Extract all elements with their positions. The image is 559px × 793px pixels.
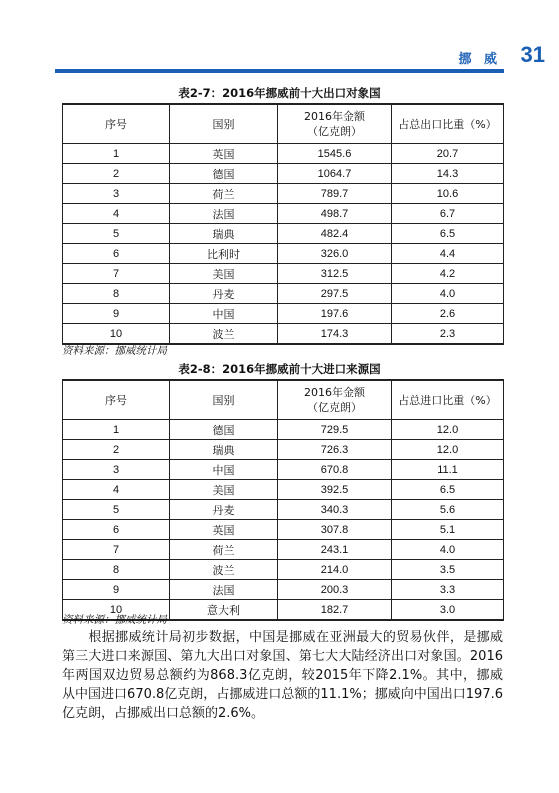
table-cell: 7 <box>63 264 170 284</box>
header-rule <box>55 69 504 73</box>
table-row <box>63 284 504 304</box>
table1-caption: 表2-7：2016年挪威前十大出口对象国 <box>178 86 381 100</box>
table-cell: 6.7 <box>392 204 504 224</box>
table-cell: 法国 <box>170 580 278 600</box>
table-cell: 丹麦 <box>170 284 278 304</box>
table-cell: 670.8 <box>278 460 392 480</box>
table2-source: 资料来源：挪威统计局 <box>62 614 167 626</box>
table-cell: 美国 <box>170 264 278 284</box>
table-cell: 6.5 <box>392 224 504 244</box>
table-cell: 2.3 <box>392 324 504 345</box>
table-cell: 3 <box>63 460 170 480</box>
export-table <box>62 103 504 345</box>
table-cell: 214.0 <box>278 560 392 580</box>
table-cell: 9 <box>63 304 170 324</box>
table-row <box>63 520 504 540</box>
table-cell: 9 <box>63 580 170 600</box>
table-cell: 10.6 <box>392 184 504 204</box>
table-header-row <box>63 380 504 420</box>
table-cell: 4.4 <box>392 244 504 264</box>
table-cell: 6.5 <box>392 480 504 500</box>
table-cell: 荷兰 <box>170 540 278 560</box>
table-row <box>63 264 504 284</box>
table-cell: 4.2 <box>392 264 504 284</box>
table-row <box>63 184 504 204</box>
table-row <box>63 304 504 324</box>
table-cell: 美国 <box>170 480 278 500</box>
table-cell: 法国 <box>170 204 278 224</box>
table-cell: 5 <box>63 500 170 520</box>
running-header-country: 挪 威 <box>458 52 501 67</box>
table-cell: 英国 <box>170 144 278 164</box>
table-cell: 11.1 <box>392 460 504 480</box>
table-cell: 12.0 <box>392 440 504 460</box>
column-header: 序号 <box>63 380 170 420</box>
table-cell: 4.0 <box>392 540 504 560</box>
table-row <box>63 560 504 580</box>
table-cell: 波兰 <box>170 560 278 580</box>
column-header: 占总出口比重（%） <box>392 104 504 144</box>
table-cell: 5.1 <box>392 520 504 540</box>
table-cell: 瑞典 <box>170 224 278 244</box>
table-header-row <box>63 104 504 144</box>
table-cell: 波兰 <box>170 324 278 345</box>
table-cell: 326.0 <box>278 244 392 264</box>
table-cell: 8 <box>63 284 170 304</box>
table-cell: 德国 <box>170 164 278 184</box>
table-cell: 729.5 <box>278 420 392 440</box>
table-cell: 5.6 <box>392 500 504 520</box>
table-cell: 20.7 <box>392 144 504 164</box>
table-cell: 10 <box>63 324 170 345</box>
table-cell: 498.7 <box>278 204 392 224</box>
table-cell: 312.5 <box>278 264 392 284</box>
table-cell: 英国 <box>170 520 278 540</box>
table-cell: 2.6 <box>392 304 504 324</box>
table-cell: 182.7 <box>278 600 392 621</box>
table-cell: 726.3 <box>278 440 392 460</box>
table-row <box>63 244 504 264</box>
table-row <box>63 144 504 164</box>
table-cell: 3 <box>63 184 170 204</box>
table-cell: 1545.6 <box>278 144 392 164</box>
table-row <box>63 420 504 440</box>
column-header: 国别 <box>170 104 278 144</box>
table-cell: 意大利 <box>170 600 278 621</box>
table-row <box>63 164 504 184</box>
table-row <box>63 324 504 345</box>
table-cell: 10 <box>63 600 170 621</box>
table-row <box>63 540 504 560</box>
column-header: 2016年金额 （亿克朗） <box>278 104 392 144</box>
table-cell: 3.3 <box>392 580 504 600</box>
table-cell: 德国 <box>170 420 278 440</box>
table-row <box>63 440 504 460</box>
table-cell: 200.3 <box>278 580 392 600</box>
table-cell: 荷兰 <box>170 184 278 204</box>
table-cell: 8 <box>63 560 170 580</box>
table-cell: 1064.7 <box>278 164 392 184</box>
page-header <box>0 40 559 80</box>
table-cell: 3.0 <box>392 600 504 621</box>
table-row <box>63 460 504 480</box>
table-cell: 4 <box>63 204 170 224</box>
column-header: 国别 <box>170 380 278 420</box>
column-header: 2016年金额 （亿克朗） <box>278 380 392 420</box>
table-cell: 197.6 <box>278 304 392 324</box>
paragraph-text: 根据挪威统计局初步数据，中国是挪威在亚洲最大的贸易伙伴，是挪威第三大进口来源国、第九大出口对象国、第七大大陆经济出口对象国。2016年两国双边贸易总额约为868.3亿克朗，较2015年下降2.1%。其中，挪威从中国进口670.8亿克朗，占挪威进口总额的11.1%；挪威向中国出口197.6亿克朗，占挪威出口总额的2.6%。 <box>62 630 503 721</box>
table-cell: 297.5 <box>278 284 392 304</box>
table-cell: 243.1 <box>278 540 392 560</box>
table-row <box>63 580 504 600</box>
table-cell: 482.4 <box>278 224 392 244</box>
table-cell: 中国 <box>170 460 278 480</box>
import-table <box>62 379 504 621</box>
table-cell: 392.5 <box>278 480 392 500</box>
table-cell: 丹麦 <box>170 500 278 520</box>
table-cell: 340.3 <box>278 500 392 520</box>
page-number: 31 <box>520 42 545 67</box>
table-cell: 3.5 <box>392 560 504 580</box>
table2-caption: 表2-8：2016年挪威前十大进口来源国 <box>178 362 381 376</box>
table-cell: 中国 <box>170 304 278 324</box>
table-cell: 1 <box>63 420 170 440</box>
table-cell: 4.0 <box>392 284 504 304</box>
table-row <box>63 500 504 520</box>
table-cell: 14.3 <box>392 164 504 184</box>
table-cell: 174.3 <box>278 324 392 345</box>
table-cell: 瑞典 <box>170 440 278 460</box>
table-cell: 2 <box>63 440 170 460</box>
table-cell: 4 <box>63 480 170 500</box>
table-cell: 307.8 <box>278 520 392 540</box>
table-cell: 12.0 <box>392 420 504 440</box>
table-row <box>63 224 504 244</box>
table-row <box>63 480 504 500</box>
table-cell: 1 <box>63 144 170 164</box>
column-header: 序号 <box>63 104 170 144</box>
column-header: 占总进口比重（%） <box>392 380 504 420</box>
table-row <box>63 204 504 224</box>
body-paragraph <box>62 628 503 723</box>
table-cell: 6 <box>63 244 170 264</box>
table-cell: 6 <box>63 520 170 540</box>
table-cell: 5 <box>63 224 170 244</box>
table-cell: 比利时 <box>170 244 278 264</box>
table-cell: 7 <box>63 540 170 560</box>
table1-source: 资料来源：挪威统计局 <box>62 345 167 357</box>
table-cell: 789.7 <box>278 184 392 204</box>
table-cell: 2 <box>63 164 170 184</box>
